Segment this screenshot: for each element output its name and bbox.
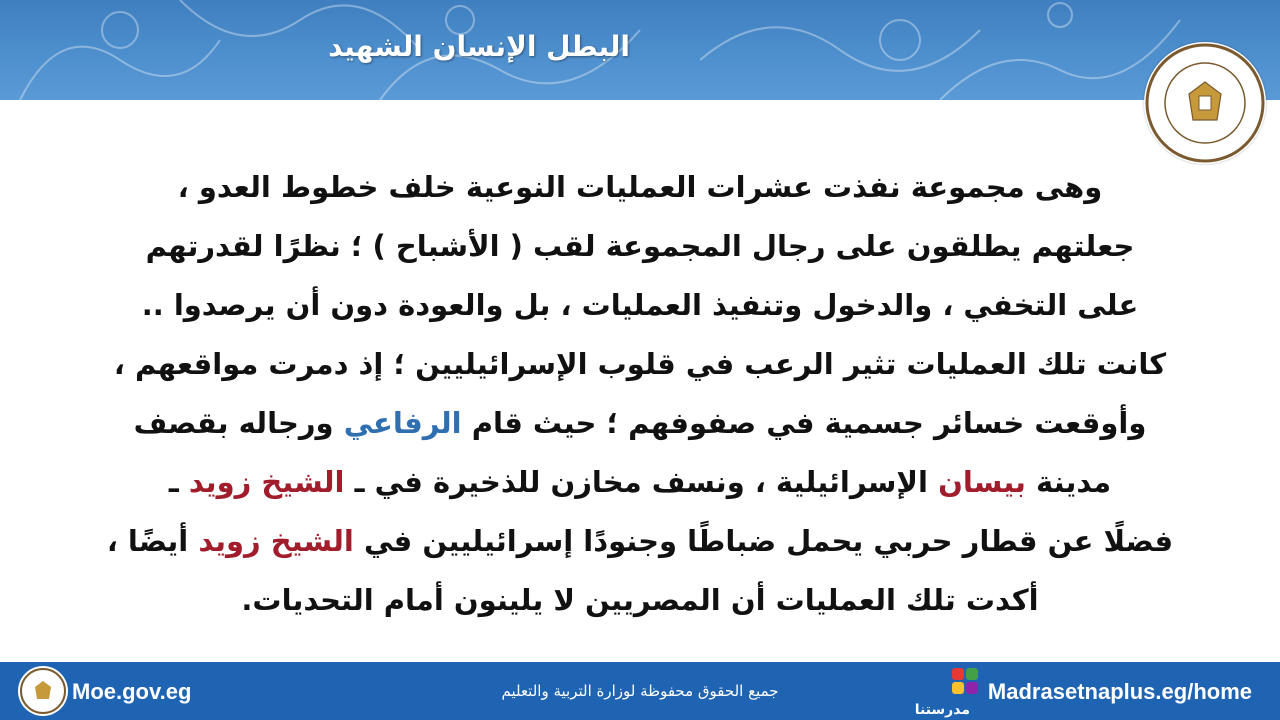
text-segment: ورجاله بقصف: [133, 406, 344, 440]
page-title: البطل الإنسان الشهيد: [328, 30, 630, 63]
madrasetna-website-link[interactable]: Madrasetnaplus.eg/home: [987, 679, 1252, 704]
highlighted-name: الرفاعي: [343, 406, 462, 440]
text-segment: جعلتهم يطلقون على رجال المجموعة لقب ( الأشباح ) ؛ نظرًا لقدرتهم: [145, 229, 1135, 263]
text-segment: على التخفي ، والدخول وتنفيذ العمليات ، بل والعودة دون أن يرصدوا ..: [141, 288, 1139, 322]
highlighted-place: بيسان: [938, 465, 1026, 499]
brand-name: مدرستنا: [914, 702, 970, 718]
text-line: [100, 276, 1180, 335]
text-segment: وهى مجموعة نفذت عشرات العمليات النوعية خلف خطوط العدو ،: [177, 170, 1103, 204]
footer-bar: [0, 662, 1280, 720]
ministry-seal-icon: [18, 666, 68, 716]
text-segment: ـ: [168, 465, 189, 499]
header-banner: [0, 0, 1280, 100]
text-segment: فضلًا عن قطار حربي يحمل ضباطًا وجنودًا إسرائيليين في: [353, 524, 1174, 558]
text-segment: مدينة: [1025, 465, 1112, 499]
ministry-small-logo: [18, 666, 68, 716]
text-line: [100, 512, 1180, 571]
text-line: [100, 453, 1180, 512]
ministry-seal-logo: [1144, 42, 1266, 164]
copyright-notice: جميع الحقوق محفوظة لوزارة التربية والتعليم: [501, 682, 779, 700]
text-line: [100, 335, 1180, 394]
text-line: [100, 571, 1180, 630]
text-line: [100, 158, 1180, 217]
text-segment: أكدت تلك العمليات أن المصريين لا يلينون أمام التحديات.: [241, 583, 1039, 617]
slide-text-block: [100, 158, 1180, 630]
ministry-seal-icon: [1144, 42, 1266, 164]
text-line: [100, 217, 1180, 276]
text-segment: أيضًا ،: [106, 524, 199, 558]
moe-website-link[interactable]: Moe.gov.eg: [72, 679, 192, 704]
madrasetna-brand-logo: [914, 664, 990, 720]
text-segment: الإسرائيلية ، ونسف مخازن للذخيرة في ـ: [344, 465, 939, 499]
text-segment: وأوقعت خسائر جسمية في صفوفهم ؛ حيث قام: [461, 406, 1147, 440]
text-segment: كانت تلك العمليات تثير الرعب في قلوب الإسرائيليين ؛ إذ دمرت مواقعهم ،: [113, 347, 1167, 381]
text-line: [100, 394, 1180, 453]
highlighted-place: الشيخ زويد: [198, 524, 354, 558]
highlighted-place: الشيخ زويد: [188, 465, 345, 499]
